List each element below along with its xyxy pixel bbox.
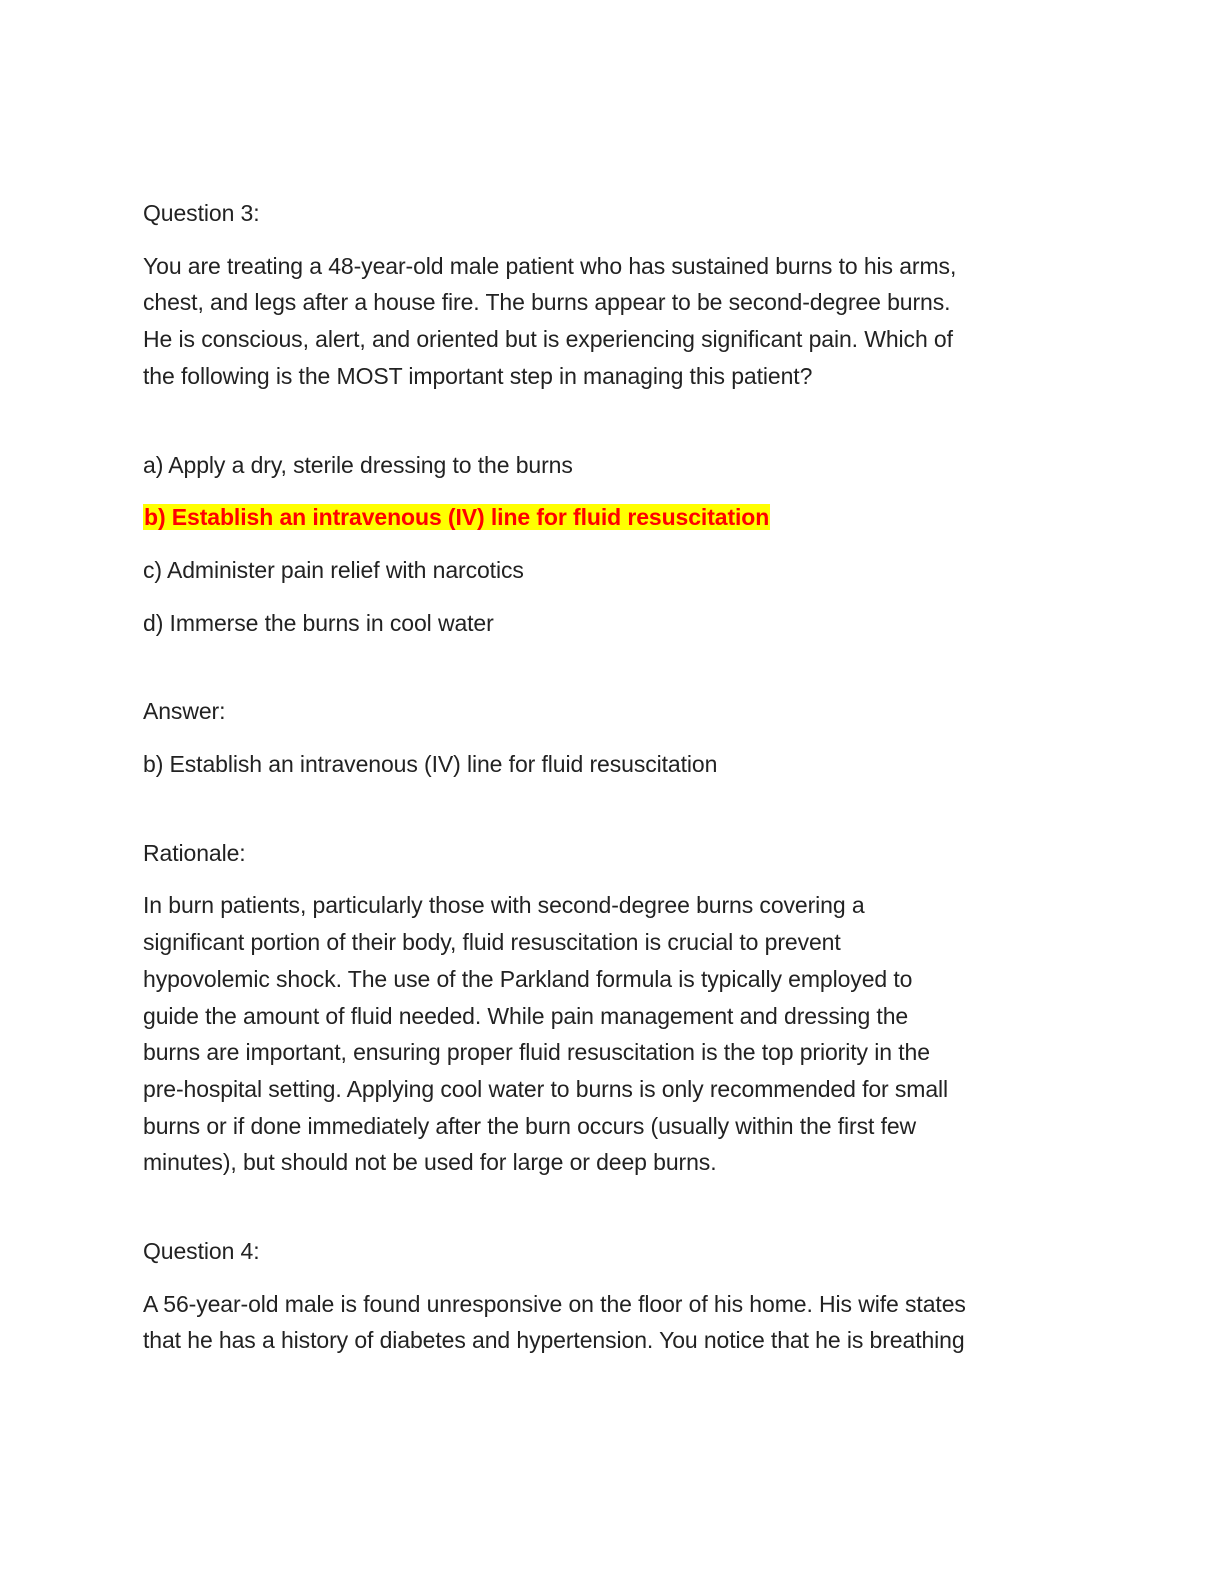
option-c: c) Administer pain relief with narcotics	[143, 556, 524, 583]
rationale-label: Rationale:	[143, 839, 246, 866]
question-4-stem-line: A 56-year-old male is found unresponsive on the floor of his home. His wife states	[143, 1290, 966, 1317]
rationale-line: pre-hospital setting. Applying cool water to burns is only recommended for small	[143, 1075, 949, 1102]
question-3-stem-line: You are treating a 48-year-old male patient who has sustained burns to his arms,	[143, 252, 957, 279]
document-content	[143, 195, 1083, 1375]
question-4-stem-line: that he has a history of diabetes and hypertension. You notice that he is breathing	[143, 1327, 965, 1354]
question-4-stem	[143, 1286, 1083, 1359]
question-3-stem	[143, 248, 1083, 395]
answer-label: Answer:	[143, 698, 226, 725]
question-3-title: Question 3:	[143, 200, 260, 226]
rationale-line: significant portion of their body, fluid resuscitation is crucial to prevent	[143, 929, 841, 956]
option-d: d) Immerse the burns in cool water	[143, 609, 494, 636]
option-b-row	[143, 499, 1083, 536]
rationale-line: burns or if done immediately after the burn occurs (usually within the first few	[143, 1112, 917, 1139]
rationale-line: In burn patients, particularly those with second-degree burns covering a	[143, 892, 865, 919]
rationale-line: minutes), but should not be used for large or deep burns.	[143, 1149, 717, 1176]
question-3-stem-line: chest, and legs after a house fire. The burns appear to be second-degree burns.	[143, 289, 951, 316]
question-4-title: Question 4:	[143, 1238, 260, 1265]
rationale-body	[143, 887, 1083, 1181]
option-a: a) Apply a dry, sterile dressing to the burns	[143, 451, 573, 478]
question-3-stem-line: the following is the MOST important step in managing this patient?	[143, 362, 813, 389]
rationale-line: burns are important, ensuring proper fluid resuscitation is the top priority in the	[143, 1039, 930, 1066]
answer-text: b) Establish an intravenous (IV) line for fluid resuscitation	[143, 751, 718, 778]
option-b-highlighted: b) Establish an intravenous (IV) line for fluid resuscitation	[144, 504, 770, 531]
question-3-stem-line: He is conscious, alert, and oriented but is experiencing significant pain. Which of	[143, 326, 953, 353]
rationale-line: guide the amount of fluid needed. While pain management and dressing the	[143, 1002, 909, 1029]
rationale-line: hypovolemic shock. The use of the Parkland formula is typically employed to	[143, 965, 913, 992]
